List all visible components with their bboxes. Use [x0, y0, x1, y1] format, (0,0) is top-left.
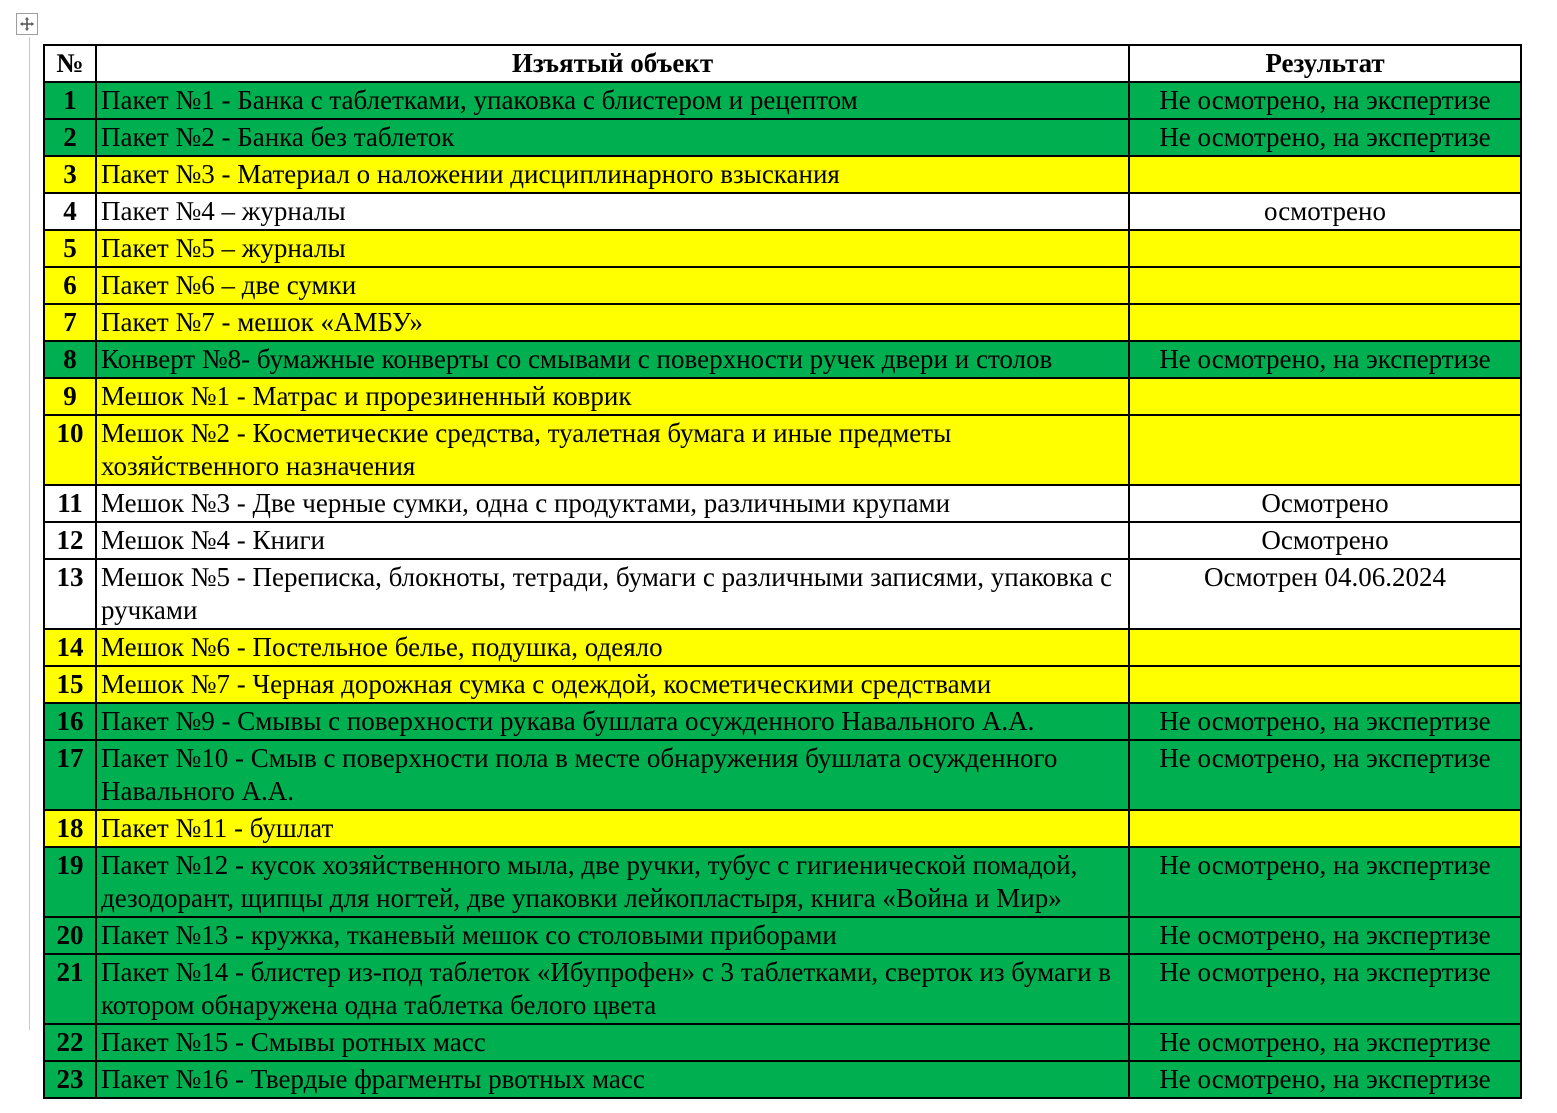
result-cell	[1129, 415, 1521, 485]
result-cell: Осмотрено	[1129, 522, 1521, 559]
table-row	[44, 917, 1521, 954]
row-number-cell: 19	[44, 847, 96, 917]
table-row	[44, 119, 1521, 156]
header-row	[44, 45, 1521, 82]
header-result: Результат	[1129, 45, 1521, 82]
page-boundary-line	[29, 37, 30, 1030]
result-cell: Не осмотрено, на экспертизе	[1129, 703, 1521, 740]
object-cell: Пакет №11 - бушлат	[96, 810, 1129, 847]
object-cell: Пакет №14 - блистер из-под таблеток «Ибупрофен» с 3 таблетками, сверток из бумаги в котором обнаружена одна таблетка белого цвета	[96, 954, 1129, 1024]
row-number-cell: 17	[44, 740, 96, 810]
row-number-cell: 2	[44, 119, 96, 156]
object-cell: Пакет №7 - мешок «АМБУ»	[96, 304, 1129, 341]
table-row	[44, 378, 1521, 415]
result-cell	[1129, 378, 1521, 415]
object-cell: Пакет №2 - Банка без таблеток	[96, 119, 1129, 156]
object-cell: Пакет №10 - Смыв с поверхности пола в месте обнаружения бушлата осужденного Навального А.А.	[96, 740, 1129, 810]
table-row	[44, 156, 1521, 193]
object-cell: Пакет №13 - кружка, тканевый мешок со столовыми приборами	[96, 917, 1129, 954]
object-cell: Мешок №2 - Косметические средства, туалетная бумага и иные предметы хозяйственного назначения	[96, 415, 1129, 485]
result-cell: Не осмотрено, на экспертизе	[1129, 1024, 1521, 1061]
row-number-cell: 13	[44, 559, 96, 629]
result-cell: Не осмотрено, на экспертизе	[1129, 740, 1521, 810]
object-cell: Пакет №1 - Банка с таблетками, упаковка с блистером и рецептом	[96, 82, 1129, 119]
result-cell: Не осмотрено, на экспертизе	[1129, 82, 1521, 119]
row-number-cell: 11	[44, 485, 96, 522]
object-cell: Пакет №3 - Материал о наложении дисциплинарного взыскания	[96, 156, 1129, 193]
object-cell: Мешок №6 - Постельное белье, подушка, одеяло	[96, 629, 1129, 666]
object-cell: Пакет №6 – две сумки	[96, 267, 1129, 304]
result-cell	[1129, 666, 1521, 703]
result-cell	[1129, 629, 1521, 666]
result-cell	[1129, 267, 1521, 304]
row-number-cell: 14	[44, 629, 96, 666]
object-cell: Пакет №16 - Твердые фрагменты рвотных масс	[96, 1061, 1129, 1098]
row-number-cell: 6	[44, 267, 96, 304]
evidence-table	[43, 44, 1522, 1099]
move-cross-icon	[19, 16, 35, 32]
table-row	[44, 1024, 1521, 1061]
row-number-cell: 8	[44, 341, 96, 378]
row-number-cell: 4	[44, 193, 96, 230]
table-row	[44, 666, 1521, 703]
object-cell: Мешок №4 - Книги	[96, 522, 1129, 559]
table-row	[44, 485, 1521, 522]
header-num: №	[44, 45, 96, 82]
object-cell: Пакет №4 – журналы	[96, 193, 1129, 230]
table-row	[44, 230, 1521, 267]
table-row	[44, 810, 1521, 847]
table-row	[44, 847, 1521, 917]
object-cell: Конверт №8- бумажные конверты со смывами с поверхности ручек двери и столов	[96, 341, 1129, 378]
table-row	[44, 703, 1521, 740]
row-number-cell: 10	[44, 415, 96, 485]
object-cell: Пакет №15 - Смывы ротных масс	[96, 1024, 1129, 1061]
row-number-cell: 1	[44, 82, 96, 119]
result-cell: Не осмотрено, на экспертизе	[1129, 847, 1521, 917]
result-cell: Осмотрено	[1129, 485, 1521, 522]
row-number-cell: 3	[44, 156, 96, 193]
table-row	[44, 82, 1521, 119]
table-move-handle-icon[interactable]	[16, 13, 38, 35]
result-cell	[1129, 304, 1521, 341]
object-cell: Мешок №1 - Матрас и прорезиненный коврик	[96, 378, 1129, 415]
object-cell: Мешок №5 - Переписка, блокноты, тетради, бумаги с различными записями, упаковка с ручками	[96, 559, 1129, 629]
row-number-cell: 23	[44, 1061, 96, 1098]
table-row	[44, 1061, 1521, 1098]
row-number-cell: 15	[44, 666, 96, 703]
table-row	[44, 415, 1521, 485]
table-row	[44, 193, 1521, 230]
header-object: Изъятый объект	[96, 45, 1129, 82]
result-cell	[1129, 810, 1521, 847]
row-number-cell: 22	[44, 1024, 96, 1061]
table-row	[44, 629, 1521, 666]
row-number-cell: 5	[44, 230, 96, 267]
table-row	[44, 559, 1521, 629]
result-cell	[1129, 230, 1521, 267]
row-number-cell: 16	[44, 703, 96, 740]
result-cell: осмотрено	[1129, 193, 1521, 230]
object-cell: Пакет №9 - Смывы с поверхности рукава бушлата осужденного Навального А.А.	[96, 703, 1129, 740]
row-number-cell: 9	[44, 378, 96, 415]
result-cell: Не осмотрено, на экспертизе	[1129, 341, 1521, 378]
result-cell: Не осмотрено, на экспертизе	[1129, 954, 1521, 1024]
object-cell: Мешок №3 - Две черные сумки, одна с продуктами, различными крупами	[96, 485, 1129, 522]
row-number-cell: 21	[44, 954, 96, 1024]
table-row	[44, 740, 1521, 810]
result-cell	[1129, 156, 1521, 193]
result-cell: Не осмотрено, на экспертизе	[1129, 917, 1521, 954]
table-row	[44, 267, 1521, 304]
result-cell: Не осмотрено, на экспертизе	[1129, 119, 1521, 156]
table-row	[44, 304, 1521, 341]
object-cell: Пакет №5 – журналы	[96, 230, 1129, 267]
row-number-cell: 12	[44, 522, 96, 559]
row-number-cell: 20	[44, 917, 96, 954]
object-cell: Мешок №7 - Черная дорожная сумка с одеждой, косметическими средствами	[96, 666, 1129, 703]
result-cell: Не осмотрено, на экспертизе	[1129, 1061, 1521, 1098]
table-row	[44, 341, 1521, 378]
row-number-cell: 18	[44, 810, 96, 847]
result-cell: Осмотрен 04.06.2024	[1129, 559, 1521, 629]
table-row	[44, 954, 1521, 1024]
row-number-cell: 7	[44, 304, 96, 341]
object-cell: Пакет №12 - кусок хозяйственного мыла, две ручки, тубус с гигиенической помадой, дезодорант, щипцы для ногтей, две упаковки лейкопластыря, книга «Война и Мир»	[96, 847, 1129, 917]
table-row	[44, 522, 1521, 559]
